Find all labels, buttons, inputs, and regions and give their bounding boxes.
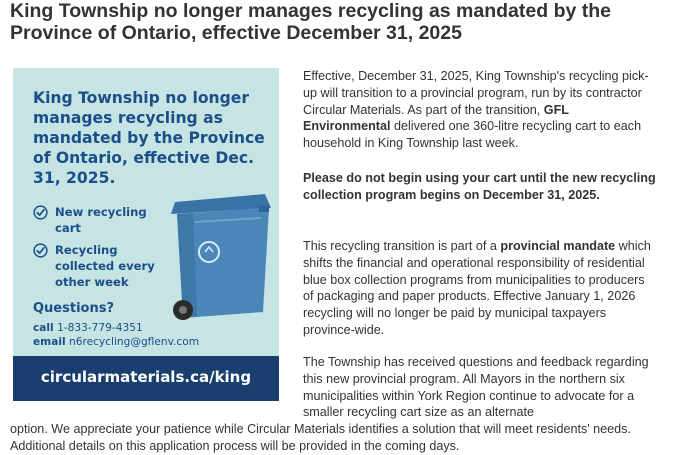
article-paragraph-3 xyxy=(303,238,658,339)
check-circle-icon xyxy=(33,205,48,220)
paragraph-text: Effective, December 31, 2025, King Township's recycling pick-up will transition to a provincial program, run by its contractor Circular Materials. As part of the transition, xyxy=(303,69,649,117)
recycling-cart-icon xyxy=(161,192,279,324)
article-paragraph-4: The Township has received questions and feedback regarding this new provincial program. All Mayors in the northern six municipalities within York Region continue to advocate for a smaller recycling cart size as an alternate xyxy=(303,355,649,420)
poster-footer-url: circularmaterials.ca/king xyxy=(40,368,252,386)
call-label: call xyxy=(33,322,54,334)
phone-number: 1-833-779-4351 xyxy=(57,322,143,334)
feature-label: New recycling cart xyxy=(55,205,147,235)
email-line xyxy=(33,336,199,348)
email-label: email xyxy=(33,336,66,348)
poster-footer xyxy=(13,356,279,401)
questions-heading: Questions? xyxy=(33,301,114,316)
poster-title: King Township no longer manages recycling as mandated by the Province of Ontario, effective Dec. 31, 2025. xyxy=(33,89,265,187)
paragraph-text: delivered one 360-litre recycling cart to each household in King Township last week. xyxy=(303,119,642,151)
article-headline: King Township no longer manages recycling as mandated by the Province of Ontario, effective December 31, 2025 xyxy=(10,0,611,44)
feature-label: Recycling collected every other week xyxy=(55,243,155,289)
paragraph-text: This recycling transition is part of a xyxy=(303,239,501,253)
phone-line xyxy=(33,322,143,334)
article-paragraph-2: Please do not begin using your cart until the new recycling collection program begins on December 31, 2025. xyxy=(303,171,656,202)
article-paragraph-1 xyxy=(303,68,658,152)
check-circle-icon xyxy=(33,243,48,258)
recycling-poster xyxy=(13,68,279,401)
email-address: n6recycling@gflenv.com xyxy=(69,336,200,348)
article-paragraph-4-continued: option. We appreciate your patience while Circular Materials identifies a solution that will meet residents' needs. Additional details on this application process will be provided in the coming days. xyxy=(10,422,631,453)
bold-company-name: GFL Environmental xyxy=(303,102,569,134)
bold-provincial-mandate: provincial mandate xyxy=(500,239,616,253)
paragraph-text: which shifts the financial and operational responsibility of residential blue box collection programs from municipalities to producers of packaging and paper products. Effective January 1, 2026 recycling will no longer be paid by municipal taxpayers province-wide. xyxy=(303,239,651,337)
